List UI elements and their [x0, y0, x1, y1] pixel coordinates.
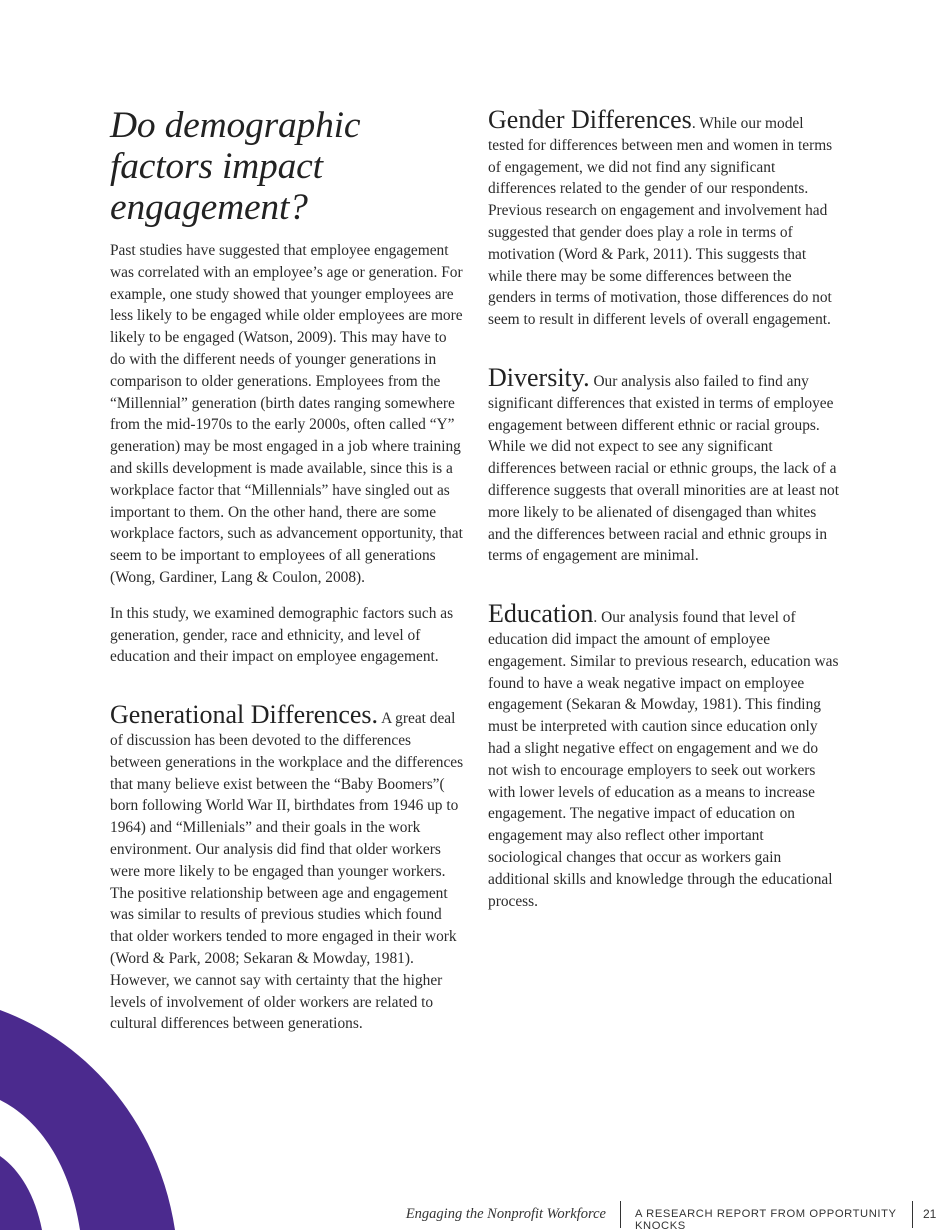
diversity-section	[488, 362, 840, 567]
footer-divider	[620, 1201, 621, 1228]
generational-differences-heading: Generational Differences.	[110, 700, 379, 730]
intro-paragraph-1: Past studies have suggested that employee engagement was correlated with an employee’s age or generation. For example, one study showed that younger employees are less likely to be engaged while older employees are more likely to be engaged (Watson, 2009). This may have to do with the different needs of younger generations in comparison to older generations. Employees from the “Millennial” generation (birth dates ranging somewhere from the mid-1970s to the early 2000s, often called “Y” generation) may be most engaged in a job where training and skills development is made available, since this is a workplace factor that “Millennials” have singled out as important to them. On the other hand, there are some workplace factors, such as advancement opportunity, that seem to be important to employees of all generations (Wong, Gardiner, Lang & Coulon, 2008).	[110, 242, 463, 586]
gender-differences-heading: Gender Differences	[488, 105, 692, 134]
page-title: Do demographic factors impact engagement?	[110, 105, 361, 228]
diversity-heading: Diversity.	[488, 362, 590, 392]
footer-report-label: A RESEARCH REPORT FROM OPPORTUNITY KNOCKS	[635, 1208, 897, 1232]
generational-differences-section	[110, 700, 465, 1035]
education-heading: Education	[488, 599, 594, 629]
generational-differences-body: A great deal of discussion has been devoted to the differences between generations in the workplace and the differences that many believe exist between the “Baby Boomers”( born following World War II, birthdates from 1946 up to 1964) and “Millenials” and their goals in the work environment. Our analysis did find that older workers were more likely to be engaged than younger workers. The positive relationship between age and engagement was similar to results of previous studies which found that older workers tended to more engaged in their work (Word & Park, 2008; Sekaran & Mowday, 1981). However, we cannot say with certainty that the higher levels of involvement of older workers are related to cultural differences between generations.	[110, 710, 464, 1033]
footer-divider	[912, 1201, 913, 1228]
education-section	[488, 599, 840, 912]
page-number: 21	[923, 1207, 937, 1221]
education-body: . Our analysis found that level of education did impact the amount of employee engagement. Similar to previous research, education was found to have a weak negative impact on employee engagement (Sekaran & Mowday, 1981). This finding must be interpreted with caution since education only had a slight negative effect on engagement and we do not wish to encourage employers to seek out workers with lower levels of education as a means to increase engagement. The negative impact of education on engagement may also reflect other important sociological changes that occur as workers gain additional skills and knowledge through the educational process.	[488, 609, 839, 910]
gender-differences-section	[488, 105, 840, 331]
page-footer	[400, 1198, 950, 1232]
right-column	[488, 105, 840, 912]
footer-publication-title: Engaging the Nonprofit Workforce	[405, 1206, 606, 1222]
diversity-body: Our analysis also failed to find any significant differences that existed in terms of employee engagement between different ethnic or racial groups. While we did not expect to see any significant differences between racial or ethnic groups, the lack of a difference suggests that overall minorities are at least not more likely to be alienated of disengaged than whites and the differences between racial and ethnic groups in terms of engagement are minimal.	[488, 372, 840, 565]
gender-differences-body: . While our model tested for differences between men and women in terms of engagement, we did not find any significant differences related to the gender of our respondents. Previous research on engagement and involvement had suggested that gender does play a role in terms of motivation (Word & Park, 2011). This suggests that while there may be some differences between the genders in terms of motivation, those differences do not seem to result in different levels of overall engagement.	[488, 115, 833, 329]
decorative-purple-arc	[0, 1010, 175, 1230]
left-column	[110, 105, 465, 1035]
intro-paragraph-2: In this study, we examined demographic factors such as generation, gender, race and ethnicity, and level of education and their impact on employee engagement.	[110, 604, 454, 666]
